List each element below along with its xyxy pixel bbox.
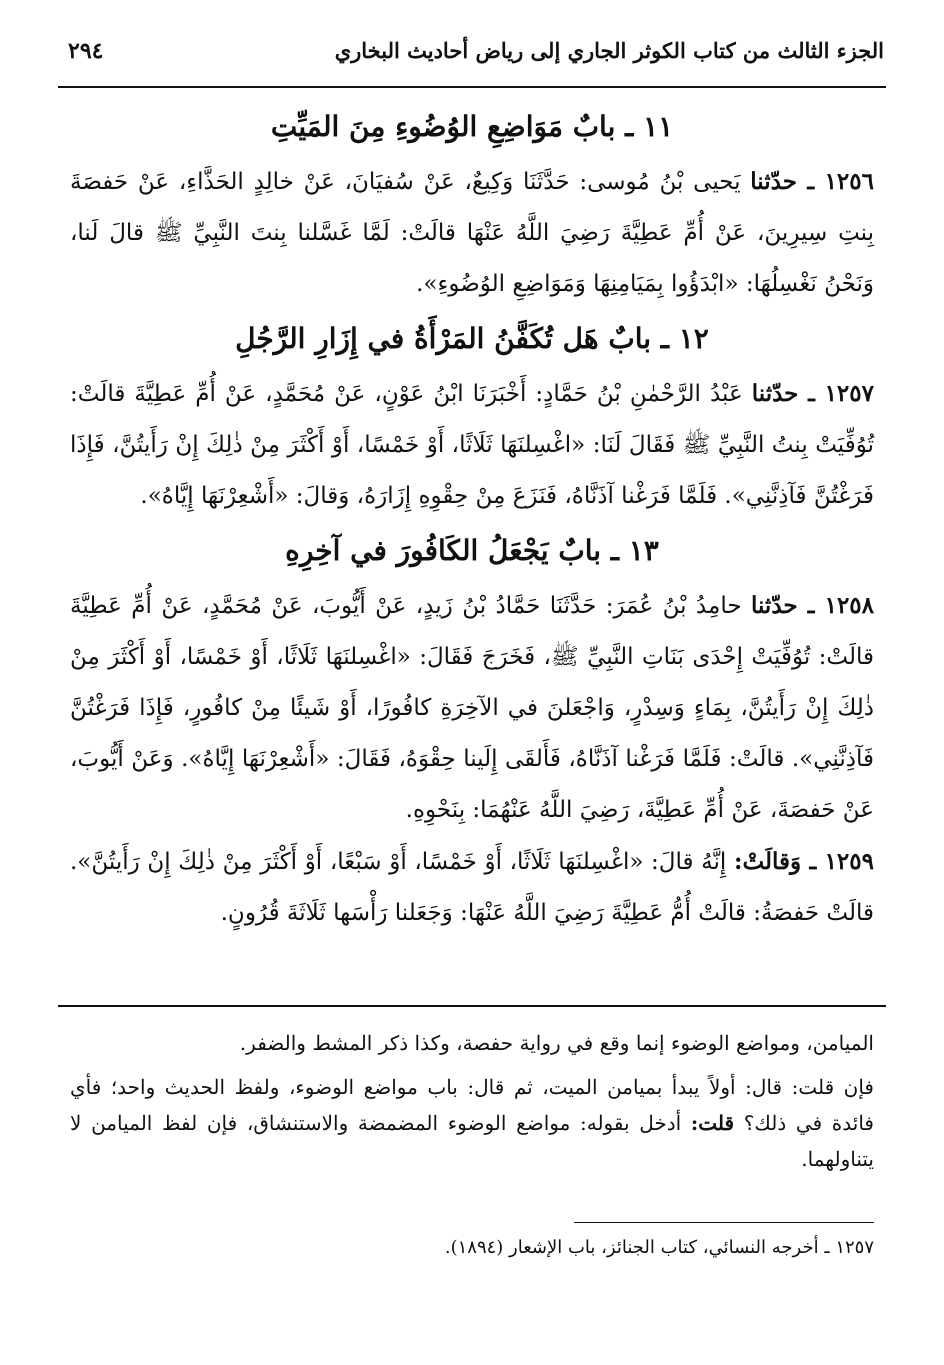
hadith-1258	[70, 580, 874, 836]
hadith-1259	[70, 836, 874, 939]
commentary-paragraph: الميامن، ومواضع الوضوء إنما وقع في رواية حفصة، وكذا ذكر المشط والضفر.	[239, 1031, 874, 1055]
hadith-number: ١٢٥٧ ـ حدّثنا	[751, 380, 874, 407]
page-number: ٢٩٤	[68, 38, 104, 64]
chapter-heading-12: ١٢ ـ بابٌ هَل تُكَفَّنُ المَرْأَةُ في إِزَارِ الرَّجُلِ	[235, 322, 709, 355]
hadith-number: ١٢٥٦ ـ حدّثنا	[750, 168, 874, 195]
hadith-text: حامِدُ بْنُ عُمَرَ: حَدَّثَنَا حَمَّادُ بْنُ زَيدٍ، عَنْ أَيُّوبَ، عَنْ مُحَمَّدٍ، عَنْ أُمِّ عَطِيَّةَ قالَتْ: تُوُفِّيَتْ إِحْدَى بَنَاتِ النَّبِيِّ ﷺ، فَخَرَجَ فَقَالَ: «اغْسِلنَهَا ثَلَاثًا، أَوْ خَمْسًا، أَوْ أَكْثَرَ مِنْ ذٰلِكَ إِنْ رَأَيتُنَّ، بِمَاءٍ وَسِدْرٍ، وَاجْعَلنَ في الآخِرَةِ كافُورًا، أَوْ شَيئًا مِنْ كافُورٍ، فَإِذَا فَرَغْتُنَّ فَآذِنَّنِي». قالَتْ: فَلَمَّا فَرَغْنا آذَنَّاهُ، فَأَلقَى إِلَينا حِقْوَهُ، فَقَالَ: «أَشْعِرْنَهَا إِيَّاهُ». وَعَنْ أَيُّوبَ، عَنْ حَفصَةَ، عَنْ أُمِّ عَطِيَّةَ، رَضِيَ اللَّهُ عَنْهُمَا: بِنَحْوِهِ.	[70, 593, 874, 823]
hadith-1256	[70, 156, 874, 310]
hadith-1257	[70, 368, 874, 522]
footnote-rule	[574, 1222, 874, 1223]
main-text	[70, 98, 874, 939]
hadith-text: إِنَّهُ قالَ: «اغْسِلنَهَا ثَلَاثًا، أَوْ خَمْسًا، أَوْ سَبْعًا، أَوْ أَكْثَرَ مِنْ ذٰلِكَ إِنْ رَأَيتُنَّ». قالَتْ حَفصَةُ: قالَتْ أُمُّ عَطِيَّةَ رَضِيَ اللَّهُ عَنْهَا: وَجَعَلنا رَأْسَها ثَلَاثَةَ قُرُونٍ.	[70, 849, 874, 926]
hadith-text: عَبْدُ الرَّحْمٰنِ بْنُ حَمَّادٍ: أَخْبَرَنَا ابْنُ عَوْنٍ، عَنْ مُحَمَّدٍ، عَنْ أُمِّ عَطِيَّةَ قالَتْ: تُوُفِّيَتْ بِنتُ النَّبِيِّ ﷺ فَقَالَ لَنَا: «اغْسِلنَهَا ثَلَاثًا، أَوْ خَمْسًا، أَوْ أَكْثَرَ مِنْ ذٰلِكَ إِنْ رَأَيتُنَّ، فَإِذَا فَرَغْتُنَّ فَآذِنَّنِي». فَلَمَّا فَرَغْنا آذَنَّاهُ، فَنَزَعَ مِنْ حِقْوِهِ إِزَارَهُ، وَقالَ: «أَشْعِرْنَهَا إِيَّاهُ».	[70, 381, 874, 509]
running-header	[60, 38, 884, 78]
hadith-number: ١٢٥٩ ـ وَقالَتْ:	[733, 848, 874, 875]
commentary-rule	[58, 1005, 886, 1007]
footnote-reference: ١٢٥٧ ـ أخرجه النسائي، كتاب الجنائز، باب الإشعار (١٨٩٤).	[444, 1237, 874, 1258]
hadith-text: يَحيى بْنُ مُوسى: حَدَّثَنَا وَكِيعٌ، عَنْ سُفيَانَ، عَنْ خالِدٍ الحَذَّاءِ، عَنْ حَفصَةَ بِنتِ سِيرِينَ، عَنْ أُمِّ عَطِيَّةَ رَضِيَ اللَّهُ عَنْهَا قالَتْ: لَمَّا غَسَّلنا بِنتَ النَّبِيِّ ﷺ قالَ لَنا، وَنَحْنُ نَغْسِلُهَا: «ابْدَؤُوا بِمَيَامِنِهَا وَمَوَاضِعِ الوُضُوءِ».	[70, 169, 874, 297]
running-title: الجزء الثالث من كتاب الكوثر الجاري إلى رياض أحاديث البخاري	[334, 38, 884, 63]
hadith-number: ١٢٥٨ ـ حدّثنا	[750, 592, 875, 619]
commentary-answer-label: قلت:	[690, 1111, 735, 1135]
commentary-paragraph	[70, 1069, 874, 1177]
commentary-answer: أدخل بقوله: مواضع الوضوء المضمضة والاستنشاق، فإن لفظ الميامن لا يتناولهما.	[70, 1111, 874, 1171]
chapter-heading-11: ١١ ـ بابٌ مَوَاضِعِ الوُضُوءِ مِنَ المَيِّتِ	[270, 110, 674, 143]
commentary	[70, 1025, 874, 1177]
commentary-question: فإن قلت: قال: أولاً يبدأ بميامن الميت، ثم قال: باب مواضع الوضوء، ولفظ الحديث واحد؛ فأي فائدة في ذلك؟	[70, 1075, 874, 1135]
header-rule	[58, 86, 886, 88]
chapter-heading-13: ١٣ ـ بابٌ يَجْعَلُ الكَافُورَ في آخِرِهِ	[285, 534, 659, 567]
